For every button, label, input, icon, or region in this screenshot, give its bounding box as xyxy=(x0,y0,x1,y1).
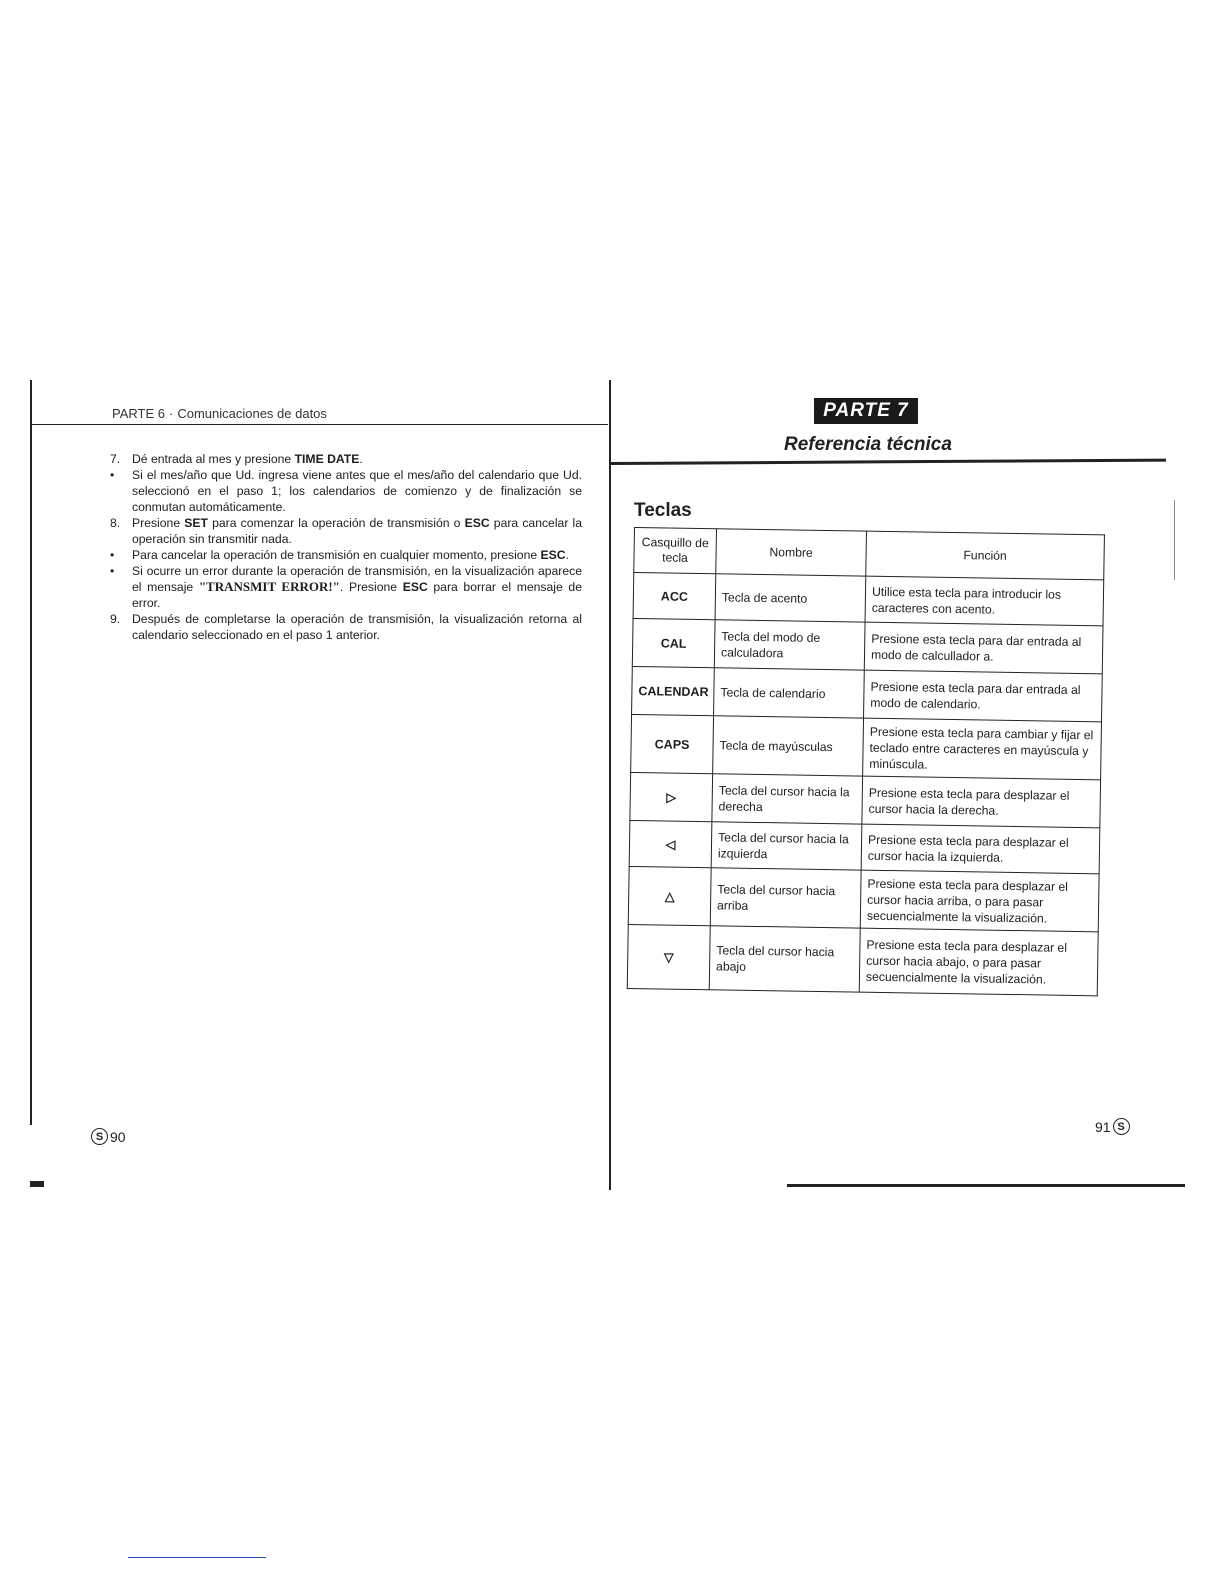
name-cell: Tecla del cursor hacia abajo xyxy=(709,926,860,992)
item-text: para cancelar la operación sin transmitir nada. xyxy=(132,516,583,546)
list-item xyxy=(110,563,582,611)
step-number: 7. xyxy=(110,452,121,466)
table-row xyxy=(631,714,1102,779)
emphasis-text: TIME DATE xyxy=(294,452,360,466)
table-row xyxy=(632,618,1103,673)
right-page-number xyxy=(1095,1118,1130,1135)
list-item xyxy=(110,515,582,547)
part-badge: PARTE 7 xyxy=(814,398,918,424)
table-row xyxy=(628,866,1099,931)
item-text: Después de completarse la operación de transmisión, la visualización retorna al calendario seleccionado en el paso 1 anterior. xyxy=(132,612,582,642)
left-margin-rule xyxy=(30,380,32,1125)
list-item xyxy=(110,451,582,467)
item-text: Presione xyxy=(132,516,185,530)
keycap-cell: CAPS xyxy=(631,714,714,773)
name-cell: Tecla de acento xyxy=(715,574,866,622)
right-title-rule xyxy=(610,459,1166,465)
list-item xyxy=(110,611,582,643)
item-text: Para cancelar la operación de transmisión en cualquier momento, presione xyxy=(132,548,541,562)
item-text: para borrar el mensaje de error. xyxy=(132,580,582,610)
language-s-icon: S xyxy=(91,1128,108,1145)
function-cell: Presione esta tecla para desplazar el cursor hacia abajo, o para pasar secuencialmente la visualización. xyxy=(859,928,1098,996)
keycap-cell: △ xyxy=(628,866,711,925)
right-edge-mark xyxy=(1174,500,1175,580)
keys-table xyxy=(627,527,1105,996)
keycap-cell: ▷ xyxy=(630,772,713,821)
item-text: para comenzar la operación de transmisión o xyxy=(207,516,465,530)
table-row xyxy=(633,573,1104,626)
right-bottom-rule xyxy=(787,1184,1185,1187)
function-cell: Presione esta tecla para desplazar el cursor hacia arriba, o para pasar secuencialmente la visualización. xyxy=(860,870,1099,932)
left-page-number xyxy=(91,1128,126,1145)
keycap-cell: CAL xyxy=(632,618,715,667)
left-corner-mark xyxy=(30,1181,44,1187)
instruction-list xyxy=(110,451,582,643)
name-cell: Tecla del cursor hacia la izquierda xyxy=(711,822,862,870)
column-header-name: Nombre xyxy=(716,529,867,576)
language-s-icon: S xyxy=(1113,1118,1130,1135)
item-text: . xyxy=(359,452,363,466)
section-title: Referencia técnica xyxy=(784,434,952,455)
name-cell: Tecla de mayúsculas xyxy=(713,716,864,776)
table-row xyxy=(629,820,1100,873)
function-cell: Utilice esta tecla para introducir los caracteres con acento. xyxy=(865,576,1104,626)
list-item xyxy=(110,547,582,563)
emphasis-text: SET xyxy=(184,516,208,530)
emphasis-text: ESC xyxy=(540,548,566,562)
function-cell: Presione esta tecla para cambiar y fijar el teclado entre caracteres en mayúscula y minúscula. xyxy=(863,718,1102,780)
name-cell: Tecla del cursor hacia la derecha xyxy=(712,774,863,824)
table-row xyxy=(627,924,1098,995)
table-row xyxy=(630,772,1101,827)
left-header-rule xyxy=(30,424,608,425)
bullet-marker: • xyxy=(110,564,115,578)
table-header-row xyxy=(634,528,1105,580)
name-cell: Tecla del cursor hacia arriba xyxy=(710,868,861,928)
table-row xyxy=(632,666,1103,721)
center-fold-rule xyxy=(609,380,611,1190)
function-cell: Presione esta tecla para desplazar el cursor hacia la derecha. xyxy=(862,776,1101,828)
bullet-marker: • xyxy=(110,468,115,482)
header-title: Comunicaciones de datos xyxy=(177,406,327,421)
list-item xyxy=(110,467,582,515)
bullet-marker: • xyxy=(110,548,115,562)
page-number-value: 90 xyxy=(110,1128,126,1145)
left-page-header: PARTE 6 · Comunicaciones de datos xyxy=(112,406,327,421)
item-text: Si ocurre un error durante la operación de transmisión, en la visualización aparece el mensaje xyxy=(132,564,582,594)
subsection-title: Teclas xyxy=(634,500,692,521)
page-number-value: 91 xyxy=(1095,1118,1111,1135)
emphasis-text: ESC xyxy=(464,516,490,530)
keycap-cell: ▽ xyxy=(627,924,710,989)
name-cell: Tecla de calendario xyxy=(714,668,865,718)
function-cell: Presione esta tecla para dar entrada al modo de calcullador a. xyxy=(864,622,1103,674)
page-bottom-line xyxy=(128,1557,266,1558)
function-cell: Presione esta tecla para desplazar el cursor hacia la izquierda. xyxy=(861,824,1100,874)
step-number: 8. xyxy=(110,516,121,530)
item-text: Si el mes/año que Ud. ingresa viene antes que el mes/año del calendario que Ud. seleccionó en el paso 1; los calendarios de comienzo y de finalización se conmutan automáticamente. xyxy=(132,468,582,514)
item-text: Dé entrada al mes y presione xyxy=(132,452,295,466)
emphasis-text: "TRANSMIT ERROR!" xyxy=(198,579,340,594)
function-cell: Presione esta tecla para dar entrada al modo de calendario. xyxy=(864,670,1103,722)
column-header-keycap: Casquillo de tecla xyxy=(634,528,717,574)
item-text: . Presione xyxy=(339,580,403,594)
keycap-cell: CALENDAR xyxy=(632,666,715,715)
keys-table-body xyxy=(627,573,1103,996)
keycap-cell: ACC xyxy=(633,573,716,620)
column-header-function: Función xyxy=(866,531,1105,580)
step-number: 9. xyxy=(110,612,121,626)
header-part-label: PARTE 6 xyxy=(112,406,165,421)
name-cell: Tecla del modo de calculadora xyxy=(714,620,865,670)
item-text: . xyxy=(565,548,569,562)
emphasis-text: ESC xyxy=(402,580,428,594)
keycap-cell: ◁ xyxy=(629,820,712,867)
